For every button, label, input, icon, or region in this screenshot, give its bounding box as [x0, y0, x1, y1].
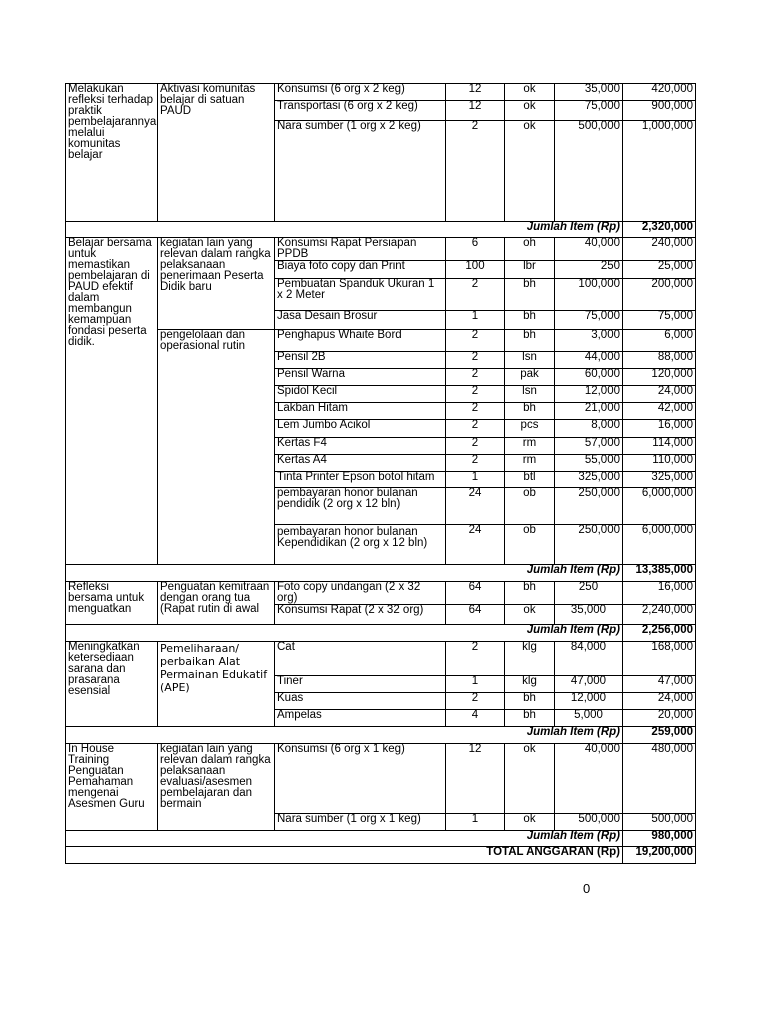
item-unit: pcs: [505, 420, 555, 438]
item-total: 420,000: [623, 84, 696, 101]
subtotal-row: [66, 565, 696, 582]
item-qty: 2: [446, 403, 505, 420]
item-unit: lsn: [505, 386, 555, 403]
item-price: 8,000: [555, 420, 623, 438]
item-total: 114,000: [623, 438, 696, 455]
item-total: 500,000: [623, 814, 696, 831]
item-price: 21,000: [555, 403, 623, 420]
subtotal-label: Jumlah Item (Rp): [66, 565, 623, 582]
item-qty: 2: [446, 420, 505, 438]
item-desc: Nara sumber (1 org x 1 keg): [275, 814, 446, 831]
activity-cell: Penguatan kemitraan dengan orang tua (Rapat rutin di awal: [158, 582, 275, 625]
item-desc: Pembuatan Spanduk Ukuran 1 x 2 Meter: [275, 279, 446, 311]
item-total: 480,000: [623, 744, 696, 814]
goal-cell: Melakukan refleksi terhadap praktik pembelajarannya melalui komunitas belajar: [66, 84, 158, 222]
item-qty: 2: [446, 455, 505, 472]
subtotal-value: 980,000: [623, 831, 696, 847]
item-price: 12,000: [555, 386, 623, 403]
item-qty: 1: [446, 814, 505, 831]
subtotal-value: 259,000: [623, 727, 696, 744]
item-total: 88,000: [623, 352, 696, 369]
item-qty: 6: [446, 238, 505, 261]
item-unit: ok: [505, 101, 555, 121]
item-desc: pembayaran honor bulanan Kependidikan (2 org x 12 bln): [275, 525, 446, 565]
subtotal-label: Jumlah Item (Rp): [66, 831, 623, 847]
item-unit: ok: [505, 84, 555, 101]
item-unit: oh: [505, 238, 555, 261]
item-desc: pembayaran honor bulanan pendidik (2 org x 12 bln): [275, 488, 446, 525]
item-unit: btl: [505, 472, 555, 488]
table-row: [66, 238, 696, 261]
item-qty: 2: [446, 352, 505, 369]
item-total: 120,000: [623, 369, 696, 386]
item-price: 47,000: [555, 676, 623, 693]
item-total: 110,000: [623, 455, 696, 472]
table-row: [66, 744, 696, 814]
item-total: 20,000: [623, 710, 696, 727]
item-price: 5,000: [555, 710, 623, 727]
item-price: 75,000: [555, 311, 623, 330]
item-desc: Jasa Desain Brosur: [275, 311, 446, 330]
item-total: 75,000: [623, 311, 696, 330]
item-qty: 2: [446, 693, 505, 710]
item-desc: Cat: [275, 642, 446, 676]
item-desc: Pensil 2B: [275, 352, 446, 369]
item-desc: Tiner: [275, 676, 446, 693]
item-qty: 4: [446, 710, 505, 727]
item-desc: Konsumsi Rapat Persiapan PPDB: [275, 238, 446, 261]
item-price: 250,000: [555, 488, 623, 525]
item-desc: Ampelas: [275, 710, 446, 727]
item-total: 16,000: [623, 420, 696, 438]
table-row: [66, 642, 696, 676]
item-price: 60,000: [555, 369, 623, 386]
item-qty: 2: [446, 279, 505, 311]
table-row: [66, 84, 696, 101]
item-unit: ob: [505, 525, 555, 565]
activity-cell-2: pengelolaan dan operasional rutin: [158, 330, 275, 565]
item-total: 900,000: [623, 101, 696, 121]
item-desc: Foto copy undangan (2 x 32 org): [275, 582, 446, 605]
item-qty: 2: [446, 369, 505, 386]
item-unit: ob: [505, 488, 555, 525]
item-price: 325,000: [555, 472, 623, 488]
item-desc: Spidol Kecil: [275, 386, 446, 403]
item-qty: 1: [446, 311, 505, 330]
item-qty: 24: [446, 525, 505, 565]
item-desc: Tinta Printer Epson botol hitam: [275, 472, 446, 488]
activity-cell: Pemeliharaan/ perbaikan Alat Permainan Edukatif (APE): [158, 642, 275, 727]
budget-table: [65, 83, 696, 864]
item-price: 250: [555, 582, 623, 605]
grand-total-row: [66, 847, 696, 864]
item-qty: 24: [446, 488, 505, 525]
item-price: 44,000: [555, 352, 623, 369]
item-desc: Lem Jumbo Acikol: [275, 420, 446, 438]
item-price: 250,000: [555, 525, 623, 565]
item-qty: 2: [446, 386, 505, 403]
grand-total-label: TOTAL ANGGARAN (Rp): [66, 847, 623, 864]
item-total: 2,240,000: [623, 605, 696, 625]
subtotal-row: [66, 727, 696, 744]
item-qty: 1: [446, 472, 505, 488]
item-total: 16,000: [623, 582, 696, 605]
item-desc: Kertas A4: [275, 455, 446, 472]
item-total: 1,000,000: [623, 121, 696, 222]
item-desc: Transportasi (6 org x 2 keg): [275, 101, 446, 121]
item-price: 100,000: [555, 279, 623, 311]
subtotal-value: 2,320,000: [623, 222, 696, 238]
item-price: 12,000: [555, 693, 623, 710]
activity-cell: kegiatan lain yang relevan dalam rangka pelaksanaan evaluasi/asesmen pembelajaran dan bermain: [158, 744, 275, 831]
item-qty: 64: [446, 582, 505, 605]
item-total: 24,000: [623, 693, 696, 710]
item-unit: klg: [505, 676, 555, 693]
item-qty: 2: [446, 330, 505, 352]
item-unit: klg: [505, 642, 555, 676]
page-number: 0: [583, 881, 591, 896]
item-qty: 12: [446, 84, 505, 101]
subtotal-value: 2,256,000: [623, 625, 696, 642]
item-qty: 2: [446, 121, 505, 222]
item-price: 500,000: [555, 121, 623, 222]
item-unit: pak: [505, 369, 555, 386]
item-unit: lbr: [505, 261, 555, 279]
item-unit: bh: [505, 693, 555, 710]
item-qty: 64: [446, 605, 505, 625]
subtotal-label: Jumlah Item (Rp): [66, 222, 623, 238]
item-desc: Pensil Warna: [275, 369, 446, 386]
item-desc: Biaya foto copy dan Print: [275, 261, 446, 279]
item-qty: 2: [446, 438, 505, 455]
goal-cell: Meningkatkan ketersediaan sarana dan prasarana esensial: [66, 642, 158, 727]
item-qty: 12: [446, 101, 505, 121]
goal-cell: Refleksi bersama untuk menguatkan: [66, 582, 158, 625]
item-unit: bh: [505, 330, 555, 352]
item-desc: Konsumsi Rapat (2 x 32 org): [275, 605, 446, 625]
item-unit: ok: [505, 605, 555, 625]
item-total: 6,000,000: [623, 525, 696, 565]
table-row: [66, 330, 696, 352]
item-total: 325,000: [623, 472, 696, 488]
item-total: 6,000: [623, 330, 696, 352]
item-unit: ok: [505, 744, 555, 814]
subtotal-row: [66, 625, 696, 642]
item-price: 40,000: [555, 238, 623, 261]
item-desc: Penghapus Whaite Bord: [275, 330, 446, 352]
item-total: 42,000: [623, 403, 696, 420]
item-price: 57,000: [555, 438, 623, 455]
goal-cell: Belajar bersama untuk memastikan pembelajaran di PAUD efektif dalam membangun kemampuan fondasi peserta didik.: [66, 238, 158, 565]
item-total: 25,000: [623, 261, 696, 279]
item-qty: 100: [446, 261, 505, 279]
item-price: 40,000: [555, 744, 623, 814]
goal-cell: In House Training Penguatan Pemahaman mengenai Asesmen Guru: [66, 744, 158, 831]
item-desc: Konsumsi (6 org x 2 keg): [275, 84, 446, 101]
item-price: 35,000: [555, 84, 623, 101]
table-row: [66, 582, 696, 605]
subtotal-label: Jumlah Item (Rp): [66, 727, 623, 744]
item-qty: 1: [446, 676, 505, 693]
item-price: 500,000: [555, 814, 623, 831]
subtotal-row: [66, 831, 696, 847]
item-unit: ok: [505, 121, 555, 222]
item-total: 6,000,000: [623, 488, 696, 525]
subtotal-row: [66, 222, 696, 238]
item-unit: bh: [505, 710, 555, 727]
item-desc: Konsumsi (6 org x 1 keg): [275, 744, 446, 814]
item-price: 3,000: [555, 330, 623, 352]
item-desc: Kuas: [275, 693, 446, 710]
subtotal-label: Jumlah Item (Rp): [66, 625, 623, 642]
item-price: 250: [555, 261, 623, 279]
activity-cell: Aktivasi komunitas belajar di satuan PAUD: [158, 84, 275, 222]
subtotal-value: 13,385,000: [623, 565, 696, 582]
item-unit: bh: [505, 279, 555, 311]
item-unit: bh: [505, 582, 555, 605]
item-unit: rm: [505, 455, 555, 472]
item-total: 240,000: [623, 238, 696, 261]
item-unit: lsn: [505, 352, 555, 369]
item-unit: rm: [505, 438, 555, 455]
item-qty: 12: [446, 744, 505, 814]
grand-total-value: 19,200,000: [623, 847, 696, 864]
item-total: 24,000: [623, 386, 696, 403]
item-total: 168,000: [623, 642, 696, 676]
item-price: 84,000: [555, 642, 623, 676]
item-desc: Nara sumber (1 org x 2 keg): [275, 121, 446, 222]
item-unit: ok: [505, 814, 555, 831]
item-desc: Kertas F4: [275, 438, 446, 455]
item-total: 47,000: [623, 676, 696, 693]
activity-cell: kegiatan lain yang relevan dalam rangka pelaksanaan penerimaan Peserta Didik baru: [158, 238, 275, 330]
item-unit: bh: [505, 311, 555, 330]
item-qty: 2: [446, 642, 505, 676]
item-price: 35,000: [555, 605, 623, 625]
item-price: 75,000: [555, 101, 623, 121]
item-total: 200,000: [623, 279, 696, 311]
item-unit: bh: [505, 403, 555, 420]
item-price: 55,000: [555, 455, 623, 472]
item-desc: Lakban Hitam: [275, 403, 446, 420]
